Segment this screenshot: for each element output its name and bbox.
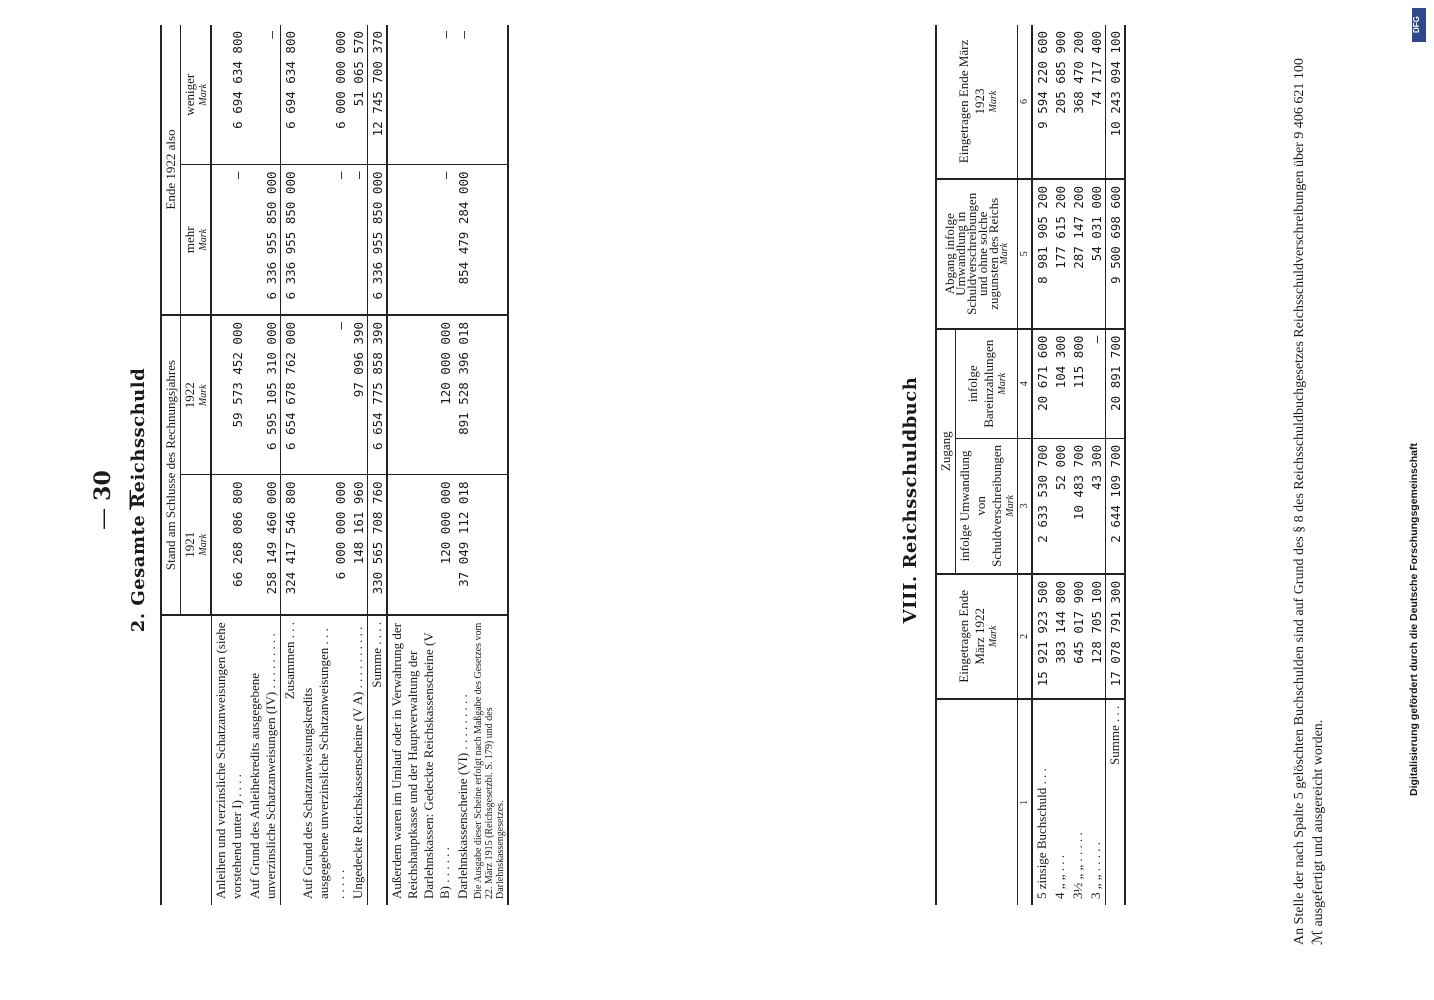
row-label: Zusammen . . . [281,622,297,700]
cell-weniger: 6 000 000 000 [299,25,349,165]
dfg-logo: DFG [1412,8,1426,42]
cell: 104 300 [1051,329,1069,439]
col-number: 5 [1018,179,1033,329]
reichsschuldbuch-table [935,25,1126,905]
cell-1921: 66 268 086 800 [211,475,246,615]
col-zugang-bar-header: infolge Bareinzahlungen Mark [956,329,1018,439]
cell-mehr: — [299,165,349,315]
cell-mehr: 6 336 955 850 000 [280,165,299,315]
col-number: 6 [1018,25,1033,179]
table-note: Die Ausgabe dieser Scheine erfolgt nach Maßgabe des Gesetzes vom 22. März 1915 (Reichsgesetzbl. S. 179) und des Darlehnskassengesetzes. [472,622,506,899]
page-number: — 30 — [90,470,142,530]
cell-1922: 120 000 000 [387,315,454,475]
cell: 645 017 900 [1069,574,1087,699]
cell-1922: 6 595 105 310 000 [246,315,281,475]
table-row [1032,25,1051,905]
cell-1922: — [299,315,349,475]
cell: 52 000 [1051,438,1069,574]
table-row [299,25,349,905]
col-eingetragen-1923-header: Eingetragen Ende März 1923 Mark [936,25,1018,179]
table-row [246,25,281,905]
table-row [1069,25,1087,905]
row-label: Anleihen und verzinsliche Schatzanweisungen (siehe vorstehend unter I) . . . . [212,622,244,899]
col-number: 1 [1019,799,1030,805]
cell: 9 594 220 600 [1032,25,1051,179]
col-mehr-header: mehr Mark [181,165,212,315]
cell-weniger: — [387,25,454,165]
cell-weniger: 12 745 700 370 [367,25,387,165]
table-row [349,25,368,905]
section-8-title: VIII. Reichsschuldbuch [900,376,921,624]
table-row [1051,25,1069,905]
cell-1922: 97 096 390 [349,315,368,475]
label-column-header [161,615,211,905]
cell: 383 144 800 [1051,574,1069,699]
table-row-total [367,25,387,905]
cell: 368 470 200 [1069,25,1087,179]
col-number: 2 [1018,574,1033,699]
cell-1921: 324 417 546 800 [280,475,299,615]
row-label: Darlehnskassenscheine (VI) . . . . . . . . . [454,694,470,899]
cell-1922: 59 573 452 000 [211,315,246,475]
section-2-title: 2. Gesamte Reichsschuld [128,367,149,633]
cell-mehr: — [387,165,454,315]
cell-mehr: — [349,165,368,315]
row-label: Auf Grund des Schatzanweisungskredits ausgegebene unverzinsliche Schatzanweisungen . . . . . . . . [299,628,347,899]
cell: 9 500 698 600 [1106,179,1126,329]
table-note-row [472,25,508,905]
table-row [211,25,246,905]
row-label: Summe . . . . [368,622,384,688]
col-weniger-header: weniger Mark [181,25,212,165]
cell-1922: 891 528 396 018 [454,315,472,475]
row-label: 3 „ „ . . . . . [1088,841,1103,899]
cell-mehr: — [211,165,246,315]
col-zugang-umwandlung-header: infolge Umwandlung von Schuldverschreibungen Mark [956,438,1018,574]
cell: 54 031 000 [1087,179,1106,329]
cell-1921: 37 049 112 018 [454,475,472,615]
cell: 205 685 900 [1051,25,1069,179]
row-label: Ungedeckte Reichskassenscheine (V A) . . . . . . . . . . [349,626,365,899]
cell: 20 891 700 [1106,329,1126,439]
column-numbers-row [1018,25,1033,905]
dfg-credit-text: Digitalisierung gefördert durch die Deutsche Forschungsgemeinschaft [1408,443,1420,796]
cell-weniger: 6 694 634 800 [280,25,299,165]
cell: 177 615 200 [1051,179,1069,329]
ende-header: Ende 1922 also [161,25,181,315]
cell: 10 483 700 [1069,438,1087,574]
cell-weniger: — [454,25,472,165]
row-label: Summe . . . [1107,705,1122,765]
cell: 15 921 923 500 [1032,574,1051,699]
cell-mehr: 854 479 284 000 [454,165,472,315]
cell-weniger: 51 065 570 [349,25,368,165]
col-abgang-header: Abgang infolge Umwandlung in Schuldverschreibungen und ohne solche zugunsten des Reichs Mark [936,179,1018,329]
cell: 10 243 094 100 [1106,25,1126,179]
cell: 43 300 [1087,438,1106,574]
cell: — [1087,329,1106,439]
col-number: 3 [1018,438,1033,574]
cell: 2 633 530 700 [1032,438,1051,574]
cell: 128 705 100 [1087,574,1106,699]
stand-header: Stand am Schlusse des Rechnungsjahres [161,315,181,615]
cell: 287 147 200 [1069,179,1087,329]
reichsschuldbuch-footnote: An Stelle der nach Spalte 5 gelöschten Buchschulden sind auf Grund des § 8 des Reichsschuldbuchgesetzes Reichsschuldverschreibungen über 9 406 621 100 ℳ ausgefertigt und ausgereicht worden. [1292,58,1326,945]
cell-1921: 120 000 000 [387,475,454,615]
row-label: Auf Grund des Anleihekredits ausgegebene unverzinsliche Schatzanweisungen (IV) . . . . . . . . . [246,633,278,899]
cell-1921: 148 161 960 [349,475,368,615]
col-1921-header: 1921 Mark [181,475,212,615]
cell-mehr: 6 336 955 850 000 [246,165,281,315]
table-row-subtotal [280,25,299,905]
cell: 74 717 400 [1087,25,1106,179]
cell: 2 644 109 700 [1106,438,1126,574]
col-number: 4 [1018,329,1033,439]
col-eingetragen-1922-header: Eingetragen Ende März 1922 Mark [936,574,1018,699]
row-label: Außerdem waren im Umlauf oder in Verwahrung der Reichshauptkasse und der Hauptverwaltung der Darlehnskassen: Gedeckte Reichskassenscheine (V B) . . . . . . [388,623,452,899]
cell: 20 671 600 [1032,329,1051,439]
cell-weniger: — [246,25,281,165]
dfg-sidebar [1408,6,1428,996]
cell: 115 800 [1069,329,1087,439]
cell-1921: 330 565 708 760 [367,475,387,615]
zugang-header: Zugang [936,329,956,574]
cell-1921: 258 149 460 000 [246,475,281,615]
cell-1922: 6 654 678 762 000 [280,315,299,475]
table-row-total [1106,25,1126,905]
cell-1922: 6 654 775 858 390 [367,315,387,475]
table-row [1087,25,1106,905]
col-1922-header: 1922 Mark [181,315,212,475]
row-label: 5 zinsige Buchschuld . . . [1034,768,1049,899]
cell-mehr: 6 336 955 850 000 [367,165,387,315]
gesamte-reichsschuld-table [160,25,509,905]
cell: 8 981 905 200 [1032,179,1051,329]
row-label: 3½ „ „ . . . . . [1070,832,1085,899]
cell-weniger: 6 694 634 800 [211,25,246,165]
cell-1921: 6 000 000 000 [299,475,349,615]
table-row [387,25,454,905]
table-row [454,25,472,905]
row-label: 4 „ „ . . . [1052,854,1067,899]
cell: 17 078 791 300 [1106,574,1126,699]
